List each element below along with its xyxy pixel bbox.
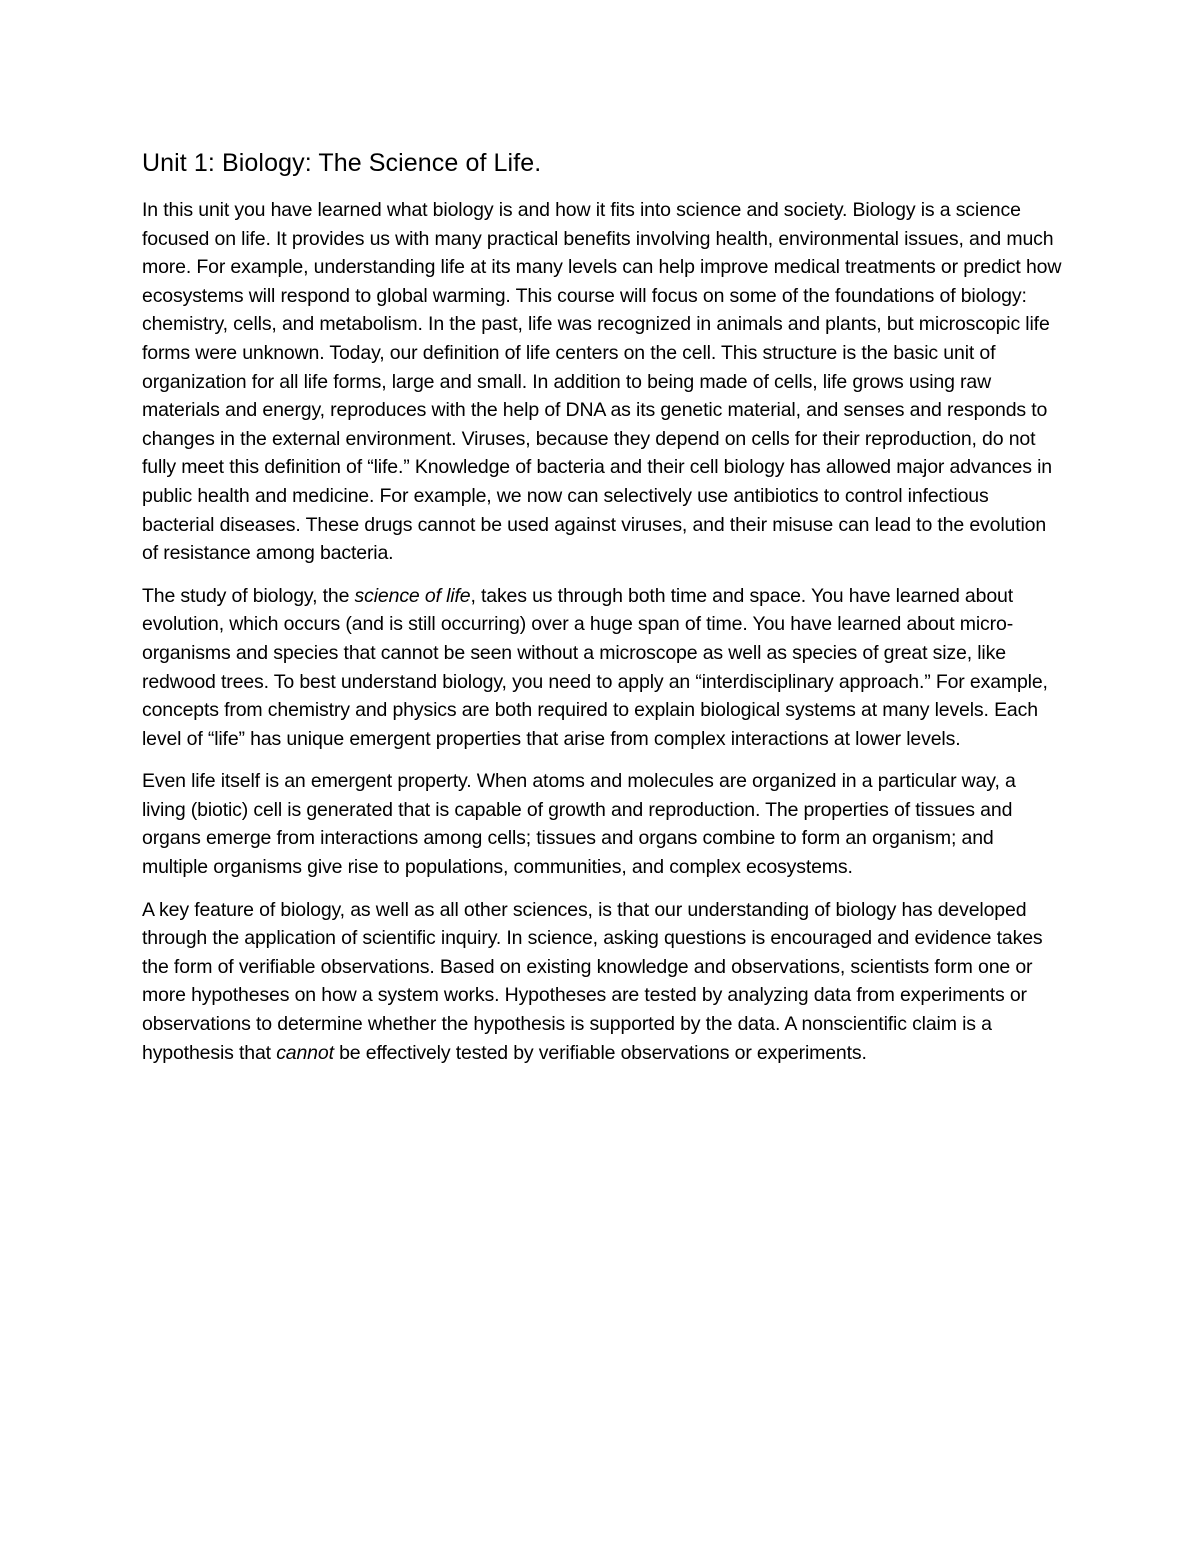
paragraph-2 — [142, 582, 1062, 754]
document-title: Unit 1: Biology: The Science of Life. — [142, 149, 542, 177]
paragraph-2-text-after: , takes us through both time and space. You have learned about evolution, which occurs (and is still occurring) over a huge span of time. You have learned about micro-organisms and species that cannot be seen without a microscope as well as species of great size, like redwood trees. To best understand biology, you need to apply an “interdisciplinary approach.” For example, concepts from chemistry and physics are both required to explain biological systems at many levels. Each level of “life” has unique emergent properties that arise from complex interactions at lower levels. — [142, 584, 1048, 750]
document-body — [142, 146, 1062, 1081]
paragraph-2-text-before: The study of biology, the — [142, 584, 355, 607]
paragraph-2-emphasis: science of life — [354, 584, 471, 607]
paragraph-3: Even life itself is an emergent property. When atoms and molecules are organized in a particular way, a living (biotic) cell is generated that is capable of growth and reproduction. The properties of tissues and organs emerge from interactions among cells; tissues and organs combine to form an organism; and multiple organisms give rise to populations, communities, and complex ecosystems. — [142, 770, 1016, 879]
paragraph-4-emphasis: cannot — [276, 1041, 334, 1064]
paragraph-4-text-before: A key feature of biology, as well as all other sciences, is that our understanding of biology has developed through the application of scientific inquiry. In science, asking questions is encouraged and evidence takes the form of verifiable observations. Based on existing knowledge and observations, scientists form one or more hypotheses on how a system works. Hypotheses are tested by analyzing data from experiments or observations to determine whether the hypothesis is supported by the data. A nonscientific claim is a hypothesis that — [142, 898, 1043, 1064]
paragraph-4-text-after: be effectively tested by verifiable observations or experiments. — [333, 1041, 867, 1064]
paragraph-4 — [142, 896, 1062, 1068]
paragraph-1: In this unit you have learned what biology is and how it fits into science and society. Biology is a science focused on life. It provides us with many practical benefits involving health, environmental issues, and much more. For example, understanding life at its many levels can help improve medical treatments or predict how ecosystems will respond to global warming. This course will focus on some of the foundations of biology: chemistry, cells, and metabolism. In the past, life was recognized in animals and plants, but microscopic life forms were unknown. Today, our definition of life centers on the cell. This structure is the basic unit of organization for all life forms, large and small. In addition to being made of cells, life grows using raw materials and energy, reproduces with the help of DNA as its genetic material, and senses and responds to changes in the external environment. Viruses, because they depend on cells for their reproduction, do not fully meet this definition of “life.” Knowledge of bacteria and their cell biology has allowed major advances in public health and medicine. For example, we now can selectively use antibiotics to control infectious bacterial diseases. These drugs cannot be used against viruses, and their misuse can lead to the evolution of resistance among bacteria. — [142, 199, 1062, 565]
